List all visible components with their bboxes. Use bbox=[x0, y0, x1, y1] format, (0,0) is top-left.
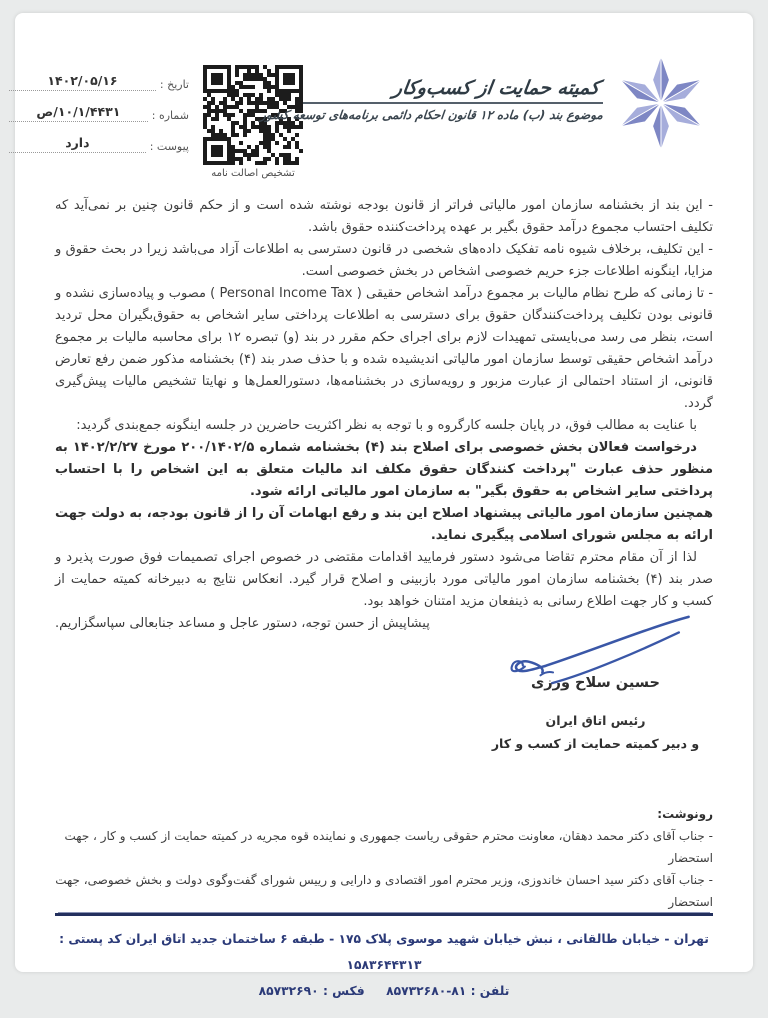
fax-number: ۸۵۷۳۲۶۹۰ bbox=[258, 984, 319, 998]
resolution-paragraph-2: همچنین سازمان امور مالیاتی پیشنهاد اصلاح این بند و رفع ابهامات آن را از قانون بودجه، به دولت جهت ارائه به مجلس شورای اسلامی پیگیری نماید. bbox=[55, 506, 713, 543]
letter-meta bbox=[9, 51, 303, 179]
body-paragraph-1: - این بند از بخشنامه سازمان امور مالیاتی فراتر از قانون بودجه نوشته شده است و از حکم قانون چنین بر نمی‌آید که تکلیف احتساب مجموع درآمد حقوق بگیر بر عهده پرداخت‌کننده حقوق باشد. bbox=[55, 198, 713, 235]
body-paragraph-3: - تا زمانی که طرح نظام مالیات بر مجموع درآمد اشخاص حقیقی ( Personal Income Tax ) مصوب و پیاده‌سازی نشده و قانونی بودن تکلیف پرداخت‌کنندگان حقوق برای دسترسی به اطلاعات پرداختی سایر اشخاص به حقوق‌بگیران محل تردید است، بنظر می رسد می‌بایستی تمهیدات لازم برای اجرای حکم مقرر در بند (و) تبصره ۱۲ برای محاسبه مالیات بر مجموع درآمد اشخاص حقیقی توسط سازمان امور مالیاتی اندیشیده شده و با حذف صدر بند (۴) بخشنامه مذکور ضمن رفع تعارض قانونی، از استناد احتمالی از عبارت مزبور و رویه‌سازی در بخشنامه‌ها، دستورالعمل‌ها و نهایتا تشخیص مالیات پیش‌گیری گردد. bbox=[55, 286, 714, 411]
org-brand bbox=[259, 51, 713, 153]
org-star-logo bbox=[609, 53, 713, 153]
signer-name: حسین سلاح ورزی bbox=[531, 675, 660, 691]
cc-section bbox=[55, 803, 713, 913]
closing-line: پیشاپیش از حسن توجه، دستور عاجل و مساعد جنابعالی سپاسگزاریم. bbox=[55, 616, 430, 631]
body-paragraph-2: - این تکلیف، برخلاف شیوه نامه تفکیک داده‌های شخصی در قانون دسترسی به اطلاعات آزاد می‌باشد زیرا در بحث حقوق و مزایا، اینگونه اطلاعات جزء حریم خصوصی اشخاص در بخش خصوصی است. bbox=[55, 242, 713, 279]
body-paragraph-4: با عنایت به مطالب فوق، در پایان جلسه کارگروه و با توجه به نظر اکثریت حاضرین در جلسه اینگونه جمع‌بندی گردید: bbox=[76, 418, 697, 433]
attachment-value: دارد bbox=[9, 135, 146, 153]
qr-block bbox=[203, 65, 303, 179]
letter-body bbox=[55, 195, 713, 635]
org-subtitle: موضوع بند (ب) ماده ۱۲ قانون احکام دائمی برنامه‌های توسعه کشور bbox=[259, 108, 604, 122]
attachment-label: پیوست : bbox=[149, 140, 189, 153]
letter-page bbox=[15, 13, 753, 998]
number-value: ۱۰/۱/۴۴۳۱/ص bbox=[9, 104, 148, 122]
cc-item-1: - جناب آقای دکتر محمد دهقان، معاونت محترم حقوقی ریاست جمهوری و نماینده قوه مجریه در کمیته حمایت از کسب و کار ، جهت استحضار bbox=[64, 829, 713, 865]
date-value: ۱۴۰۲/۰۵/۱۶ bbox=[9, 73, 156, 91]
date-field bbox=[9, 73, 189, 91]
cc-item-2: - جناب آقای دکتر سید احسان خاندوزی، وزیر محترم امور اقتصادی و دارایی و رییس شورای گفت‌وگوی دولت و بخش خصوصی، جهت استحضار bbox=[55, 873, 713, 909]
meta-fields bbox=[9, 73, 189, 166]
resolution-paragraph-1: درخواست فعالان بخش خصوصی برای اصلاح بند (۴) بخشنامه شماره ۲۰۰/۱۴۰۲/۵ مورخ ۱۴۰۲/۲/۲۷ به منظور حذف عبارت "پرداخت کنندگان حقوق مکلف اند مالیات متعلق به این اشخاص را با احتساب پرداختی سایر اشخاص به حقوق بگیر" به سازمان امور مالیاتی ارائه شود. bbox=[55, 440, 713, 499]
date-label: تاریخ : bbox=[159, 78, 189, 91]
signer-title-2: و دبیر کمیته حمایت از کسب و کار bbox=[491, 736, 700, 751]
body-paragraph-7: لذا از آن مقام محترم تقاضا می‌شود دستور فرمایید اقدامات مقتضی در خصوص اجرای تصمیمات فوق صورت پذیرد و صدر بند (۴) بخشنامه سازمان امور مالیاتی مورد بازبینی و اصلاح قرار گیرد. انعکاس نتایج به دبیرخانه کمیته حمایت از کسب و کار جهت اطلاع رسانی به ذینفعان مزید امتنان خواهد بود. bbox=[55, 550, 713, 609]
org-title: کمیته حمایت از کسب‌وکار bbox=[391, 77, 601, 99]
letter-header bbox=[36, 51, 713, 179]
fax-label: فکس : bbox=[322, 984, 365, 998]
footer-address: تهران - خیابان طالقانی ، نبش خیابان شهید موسوی پلاک ۱۷۵ - طبقه ۶ ساختمان جدید اتاق ایران کد پستی : ۱۵۸۳۶۴۴۳۱۳ bbox=[59, 932, 709, 972]
signer-title-1: رئیس اتاق ایران bbox=[545, 713, 646, 728]
number-label: شماره : bbox=[151, 109, 189, 122]
footer-contacts bbox=[55, 978, 713, 1004]
qr-caption: تشخیص اصالت نامه bbox=[211, 168, 295, 179]
letter-footer bbox=[55, 913, 713, 1018]
phone-number: ۸۵۷۳۲۶۸۰-۸۱ bbox=[386, 984, 467, 998]
number-field bbox=[9, 104, 189, 122]
org-titles bbox=[259, 77, 604, 122]
attachment-field bbox=[9, 135, 189, 153]
header-rule bbox=[303, 102, 603, 104]
cc-label: رونوشت: bbox=[657, 807, 713, 821]
signature-block bbox=[478, 611, 713, 751]
phone-label: تلفن : bbox=[470, 984, 510, 998]
